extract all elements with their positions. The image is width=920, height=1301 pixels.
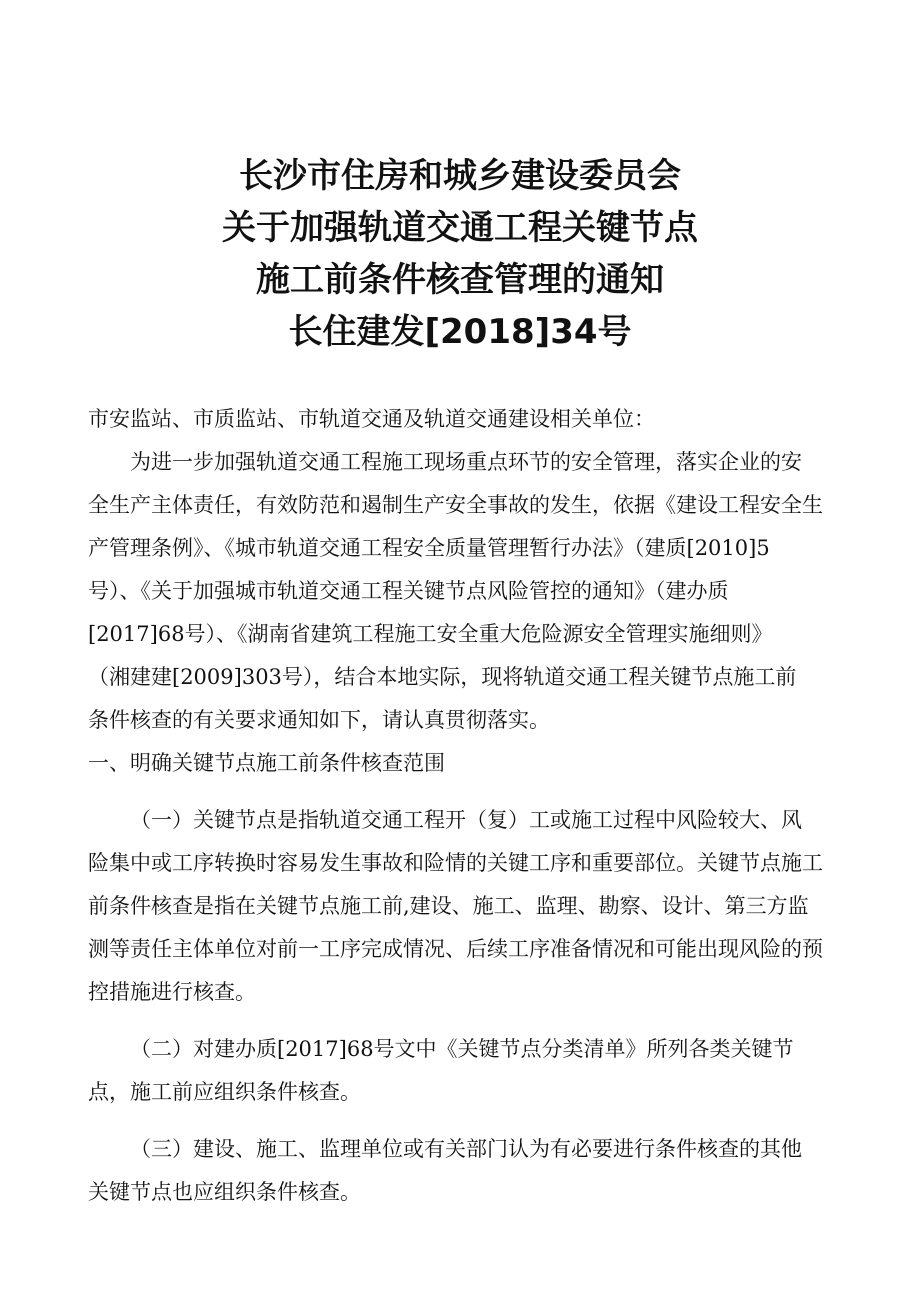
section-heading-text: 一、明确关键节点施工前条件核查范围 [88, 751, 445, 775]
addressee [88, 398, 836, 441]
intro-line: （湘建建[2009]303号），结合本地实际，现将轨道交通工程关键节点施工前 [88, 665, 797, 689]
intro-line: 号）、《关于加强城市轨道交通工程关键节点风险管控的通知》（建办质 [88, 579, 729, 603]
section-1-item-3 [88, 1128, 836, 1214]
intro-line: 条件核查的有关要求通知如下，请认真贯彻落实。 [88, 708, 550, 732]
item-line: 关键节点也应组织条件核查。 [88, 1180, 361, 1204]
intro-line: 产管理条例》、《城市轨道交通工程安全质量管理暂行办法》（建质[2010]5 [88, 536, 770, 560]
item-line: （二）对建办质[2017]68号文中《关键节点分类清单》所列各类关键节 [130, 1037, 794, 1061]
section-1-item-1 [88, 799, 836, 1014]
item-line: （一）关键节点是指轨道交通工程开（复）工或施工过程中风险较大、风 [130, 808, 802, 832]
item-line: 前条件核查是指在关键节点施工前,建设、施工、监理、勘察、设计、第三方监 [88, 894, 809, 918]
item-line: 测等责任主体单位对前一工序完成情况、后续工序准备情况和可能出现风险的预 [88, 937, 823, 961]
intro-line: 为进一步加强轨道交通工程施工现场重点环节的安全管理，落实企业的安 [130, 450, 802, 474]
section-1-item-2 [88, 1028, 836, 1114]
item-line: 控措施进行核查。 [88, 980, 256, 1004]
title-line-subject-2: 施工前条件核查管理的通知 [256, 260, 664, 300]
title-line-issuer: 长沙市住房和城乡建设委员会 [239, 156, 681, 196]
section-1-heading [88, 742, 836, 785]
title-line-subject-1: 关于加强轨道交通工程关键节点 [222, 208, 698, 248]
addressee-text: 市安监站、市质监站、市轨道交通及轨道交通建设相关单位： [88, 407, 655, 431]
document-title [0, 150, 920, 358]
intro-line: 全生产主体责任，有效防范和遏制生产安全事故的发生，依据《建设工程安全生 [88, 493, 823, 517]
item-line: 险集中或工序转换时容易发生事故和险情的关键工序和重要部位。关键节点施工 [88, 851, 823, 875]
intro-line: [2017]68号）、《湖南省建筑工程施工安全重大危险源安全管理实施细则》 [88, 622, 773, 646]
document-body [88, 398, 836, 1214]
title-line-doc-number: 长住建发[2018]34号 [288, 312, 632, 352]
item-line: （三）建设、施工、监理单位或有关部门认为有必要进行条件核查的其他 [130, 1137, 802, 1161]
item-line: 点，施工前应组织条件核查。 [88, 1080, 361, 1104]
intro-paragraph [88, 441, 836, 742]
